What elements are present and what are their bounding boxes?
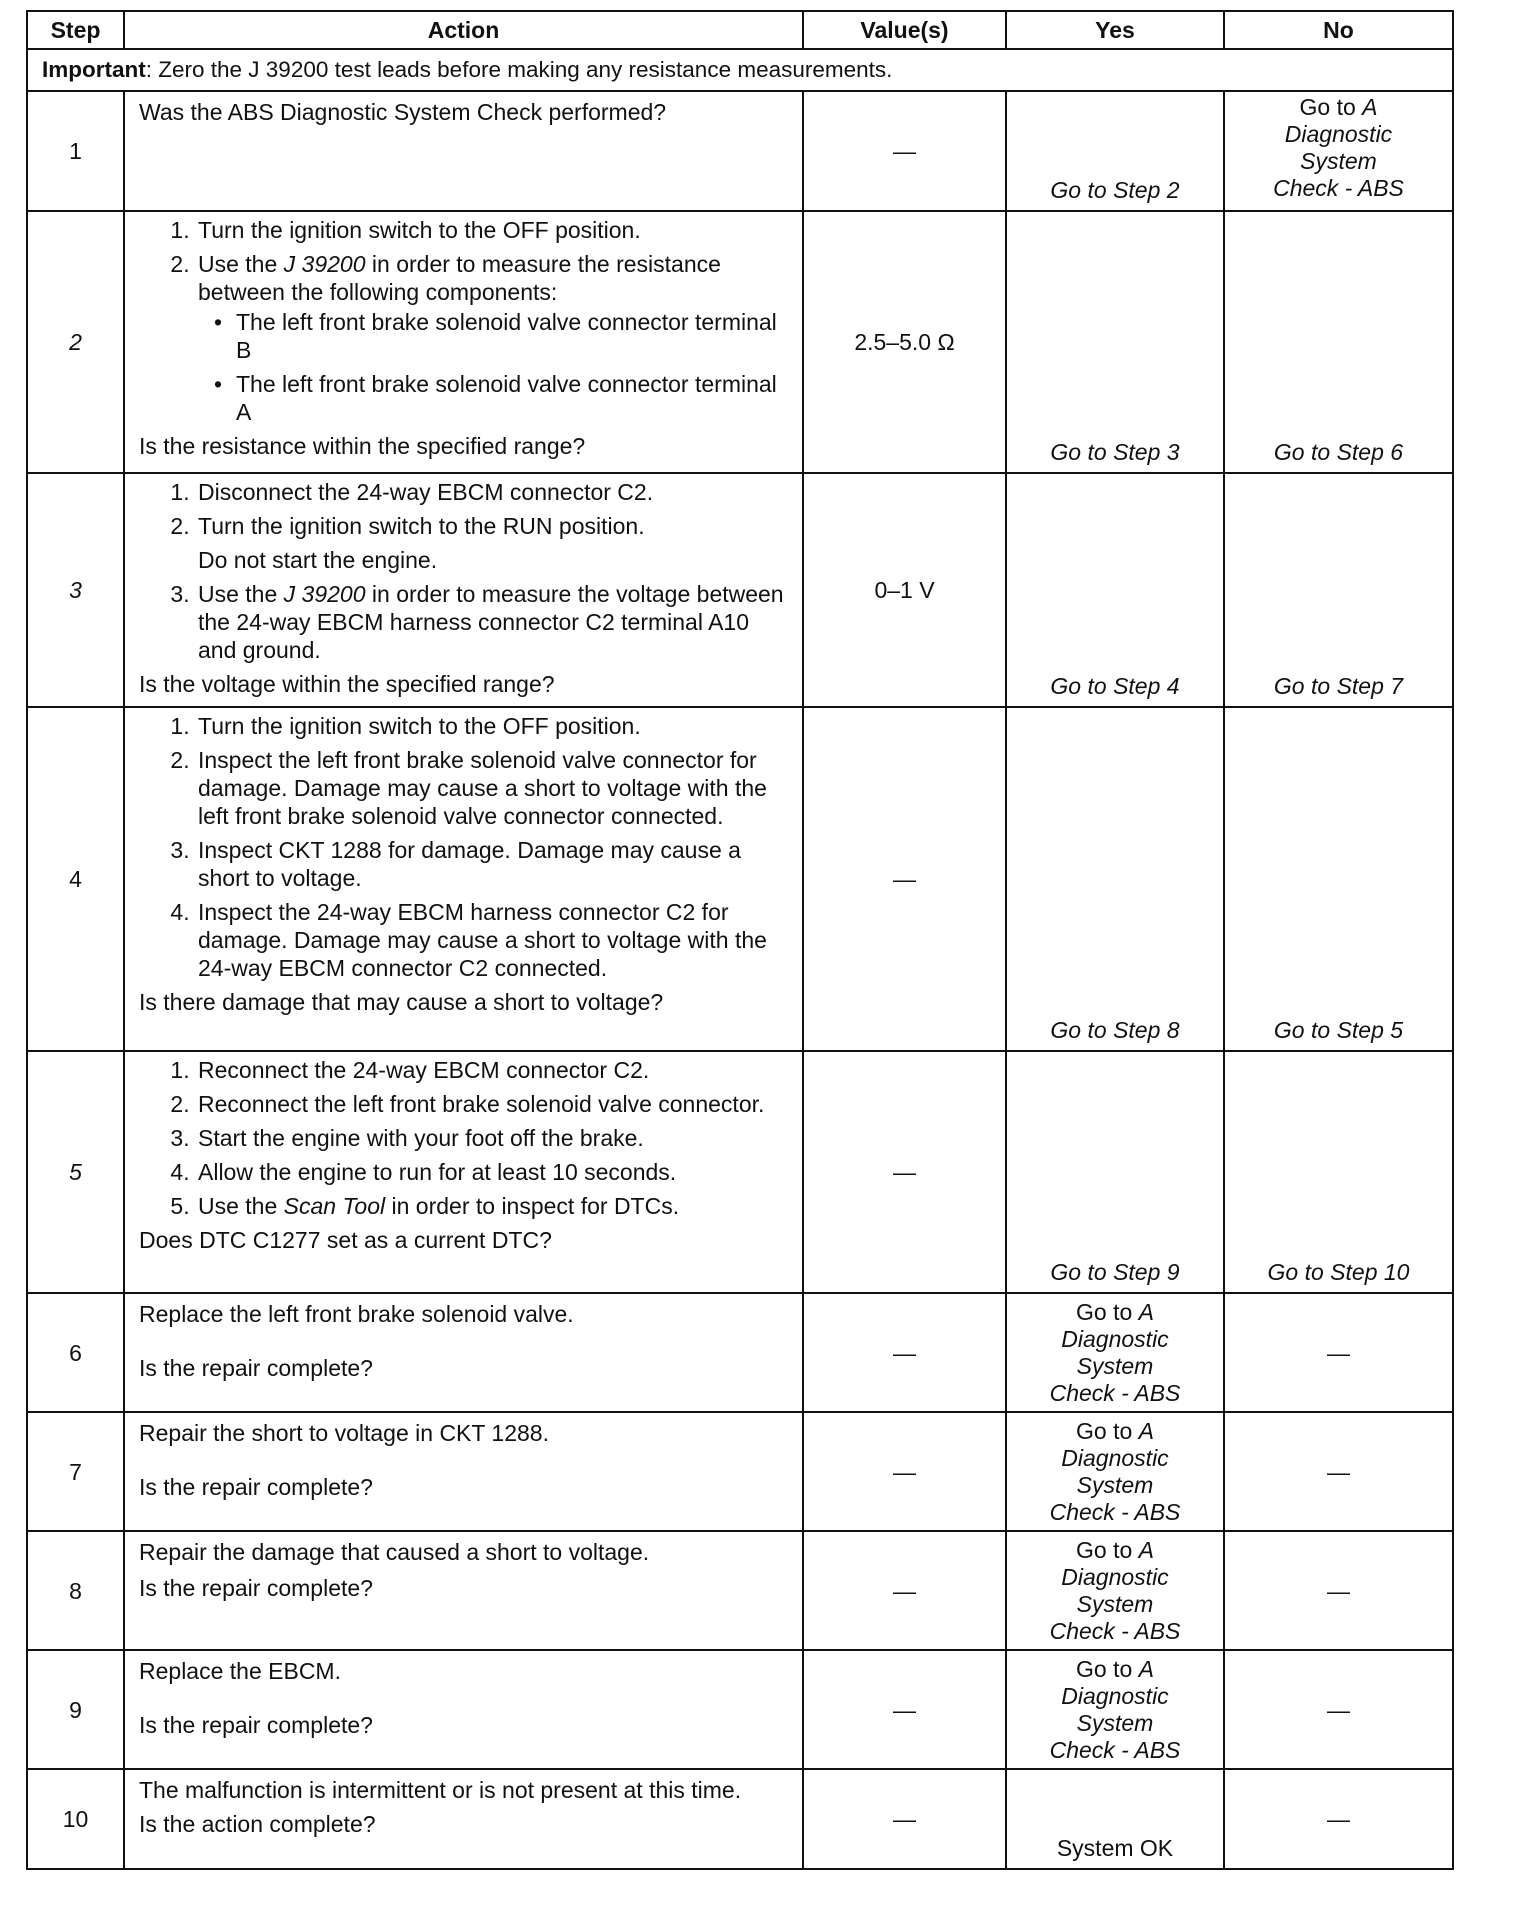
instruction-item: 1. Turn the ignition switch to the OFF position.	[196, 712, 788, 740]
goto-system: System	[1076, 1590, 1154, 1617]
no-result: —	[1224, 1412, 1453, 1531]
step-number: 6	[27, 1293, 124, 1412]
step-instruction: Repair the short to voltage in CKT 1288.	[139, 1420, 549, 1446]
yes-result	[1006, 1412, 1224, 1531]
step-row-4	[27, 707, 1453, 1051]
goto-check-abs: Check - ABS	[1049, 1736, 1181, 1763]
header-no: No	[1224, 11, 1453, 49]
important-label: Important	[42, 57, 146, 82]
step-value: —	[803, 91, 1006, 211]
step-action	[124, 1412, 803, 1531]
goto-prefix: Go to	[1076, 1536, 1139, 1563]
step-value: —	[803, 1293, 1006, 1412]
goto-a: A	[1138, 1417, 1154, 1444]
instruction-list	[139, 216, 788, 426]
instruction-list	[139, 1056, 788, 1220]
step-value: —	[803, 1051, 1006, 1293]
step-row-3	[27, 473, 1453, 707]
component-item: • The left front brake solenoid valve connector terminal A	[234, 370, 788, 426]
goto-diagnostic: Diagnostic	[1061, 1682, 1169, 1709]
step-row-1	[27, 91, 1453, 211]
yes-result: Go to Step 3	[1006, 211, 1224, 473]
step-value: —	[803, 1531, 1006, 1650]
instruction-item: 2. Turn the ignition switch to the RUN position. Do not start the engine.	[196, 512, 788, 574]
step-value: 2.5–5.0 Ω	[803, 211, 1006, 473]
step-action	[124, 91, 803, 211]
goto-system: System	[1076, 1471, 1154, 1498]
diagnostic-table	[26, 10, 1454, 1870]
step-question: Is the repair complete?	[139, 1575, 373, 1601]
goto-check-abs: Check - ABS	[1273, 175, 1404, 201]
step-action	[124, 1293, 803, 1412]
step-action	[124, 707, 803, 1051]
step-number: 4	[27, 707, 124, 1051]
step-question: Does DTC C1277 set as a current DTC?	[139, 1227, 552, 1253]
component-list	[198, 308, 788, 426]
goto-check-abs: Check - ABS	[1049, 1498, 1181, 1525]
no-result: —	[1224, 1531, 1453, 1650]
step-number: 7	[27, 1412, 124, 1531]
step-value: —	[803, 1769, 1006, 1869]
instruction-item: 2. Use the J 39200 in order to measure the resistance between the following components: • The left front brake solenoid valve connector terminal B • The left front brake solenoid valve connector terminal A	[196, 250, 788, 426]
step-row-7	[27, 1412, 1453, 1531]
yes-result	[1006, 1650, 1224, 1769]
goto-diagnostic: Diagnostic	[1061, 1444, 1169, 1471]
goto-system: System	[1076, 1709, 1154, 1736]
step-number: 8	[27, 1531, 124, 1650]
goto-check-abs: Check - ABS	[1049, 1379, 1181, 1406]
diagnostic-page	[26, 10, 1452, 1870]
header-action: Action	[124, 11, 803, 49]
step-number: 9	[27, 1650, 124, 1769]
step-question: Is the resistance within the specified range?	[139, 433, 586, 459]
goto-a: A	[1138, 1536, 1154, 1563]
instruction-item: 1. Turn the ignition switch to the OFF position.	[196, 216, 788, 244]
no-result: Go to Step 5	[1224, 707, 1453, 1051]
goto-system: System	[1300, 148, 1377, 174]
header-yes: Yes	[1006, 11, 1224, 49]
goto-prefix: Go to	[1299, 94, 1363, 120]
instruction-list	[139, 478, 788, 664]
header-step: Step	[27, 11, 124, 49]
step-action	[124, 473, 803, 707]
no-result	[1224, 91, 1453, 211]
component-item: • The left front brake solenoid valve connector terminal B	[234, 308, 788, 364]
no-result: Go to Step 7	[1224, 473, 1453, 707]
important-text: : Zero the J 39200 test leads before making any resistance measurements.	[145, 57, 893, 82]
instruction-item: 4. Inspect the 24-way EBCM harness connector C2 for damage. Damage may cause a short to voltage with the 24-way EBCM connector C2 connected.	[196, 898, 788, 982]
step-instruction: Replace the EBCM.	[139, 1658, 341, 1684]
step-row-2	[27, 211, 1453, 473]
goto-a: A	[1138, 1655, 1154, 1682]
no-result: Go to Step 10	[1224, 1051, 1453, 1293]
step-question: Is there damage that may cause a short to voltage?	[139, 989, 664, 1015]
yes-result	[1006, 1531, 1224, 1650]
goto-diagnostic: Diagnostic	[1284, 121, 1393, 147]
no-result: —	[1224, 1769, 1453, 1869]
step-number: 5	[27, 1051, 124, 1293]
goto-a: A	[1362, 94, 1378, 120]
yes-result: Go to Step 9	[1006, 1051, 1224, 1293]
goto-system: System	[1076, 1352, 1154, 1379]
step-question: Is the repair complete?	[139, 1474, 373, 1500]
step-action	[124, 211, 803, 473]
step-value: 0–1 V	[803, 473, 1006, 707]
step-number: 2	[27, 211, 124, 473]
instruction-item: 2. Reconnect the left front brake solenoid valve connector.	[196, 1090, 788, 1118]
yes-result: Go to Step 8	[1006, 707, 1224, 1051]
step-number: 3	[27, 473, 124, 707]
instruction-item: 3. Start the engine with your foot off the brake.	[196, 1124, 788, 1152]
no-result: Go to Step 6	[1224, 211, 1453, 473]
instruction-note: Do not start the engine.	[198, 547, 438, 573]
important-row	[27, 49, 1453, 91]
step-action	[124, 1769, 803, 1869]
header-row	[27, 11, 1453, 49]
yes-result	[1006, 1293, 1224, 1412]
instruction-item: 5. Use the Scan Tool in order to inspect for DTCs.	[196, 1192, 788, 1220]
yes-result: System OK	[1006, 1769, 1224, 1869]
step-row-6	[27, 1293, 1453, 1412]
goto-prefix: Go to	[1076, 1298, 1139, 1325]
step-action	[124, 1051, 803, 1293]
goto-a: A	[1138, 1298, 1154, 1325]
important-note	[27, 49, 1453, 91]
goto-check-abs: Check - ABS	[1049, 1617, 1181, 1644]
instruction-item: 1. Reconnect the 24-way EBCM connector C2.	[196, 1056, 788, 1084]
step-instruction: Repair the damage that caused a short to voltage.	[139, 1539, 650, 1565]
instruction-item: 4. Allow the engine to run for at least 10 seconds.	[196, 1158, 788, 1186]
step-row-9	[27, 1650, 1453, 1769]
instruction-item: 2. Inspect the left front brake solenoid valve connector for damage. Damage may cause a short to voltage with the left front brake solenoid valve connector connected.	[196, 746, 788, 830]
step-question: Is the action complete?	[139, 1811, 376, 1837]
step-row-5	[27, 1051, 1453, 1293]
goto-diagnostic: Diagnostic	[1061, 1563, 1169, 1590]
goto-prefix: Go to	[1076, 1655, 1139, 1682]
instruction-item: 1. Disconnect the 24-way EBCM connector C2.	[196, 478, 788, 506]
step-question: Is the repair complete?	[139, 1355, 373, 1381]
goto-prefix: Go to	[1076, 1417, 1139, 1444]
no-result: —	[1224, 1293, 1453, 1412]
step-action	[124, 1650, 803, 1769]
header-values: Value(s)	[803, 11, 1006, 49]
step-row-10	[27, 1769, 1453, 1869]
yes-result: Go to Step 4	[1006, 473, 1224, 707]
goto-diagnostic: Diagnostic	[1061, 1325, 1169, 1352]
step-action	[124, 1531, 803, 1650]
instruction-item: 3. Inspect CKT 1288 for damage. Damage may cause a short to voltage.	[196, 836, 788, 892]
step-value: —	[803, 1650, 1006, 1769]
step-instruction: Replace the left front brake solenoid valve.	[139, 1301, 574, 1327]
instruction-item: 3. Use the J 39200 in order to measure the voltage between the 24-way EBCM harness connector C2 terminal A10 and ground.	[196, 580, 788, 664]
step-row-8	[27, 1531, 1453, 1650]
step-question: Is the repair complete?	[139, 1712, 373, 1738]
step-value: —	[803, 707, 1006, 1051]
no-result: —	[1224, 1650, 1453, 1769]
step-question: Was the ABS Diagnostic System Check performed?	[139, 99, 667, 125]
step-question: Is the voltage within the specified range?	[139, 671, 555, 697]
instruction-list	[139, 712, 788, 982]
yes-result: Go to Step 2	[1006, 91, 1224, 211]
step-instruction: The malfunction is intermittent or is not present at this time.	[139, 1777, 742, 1803]
step-number: 10	[27, 1769, 124, 1869]
step-value: —	[803, 1412, 1006, 1531]
step-number: 1	[27, 91, 124, 211]
